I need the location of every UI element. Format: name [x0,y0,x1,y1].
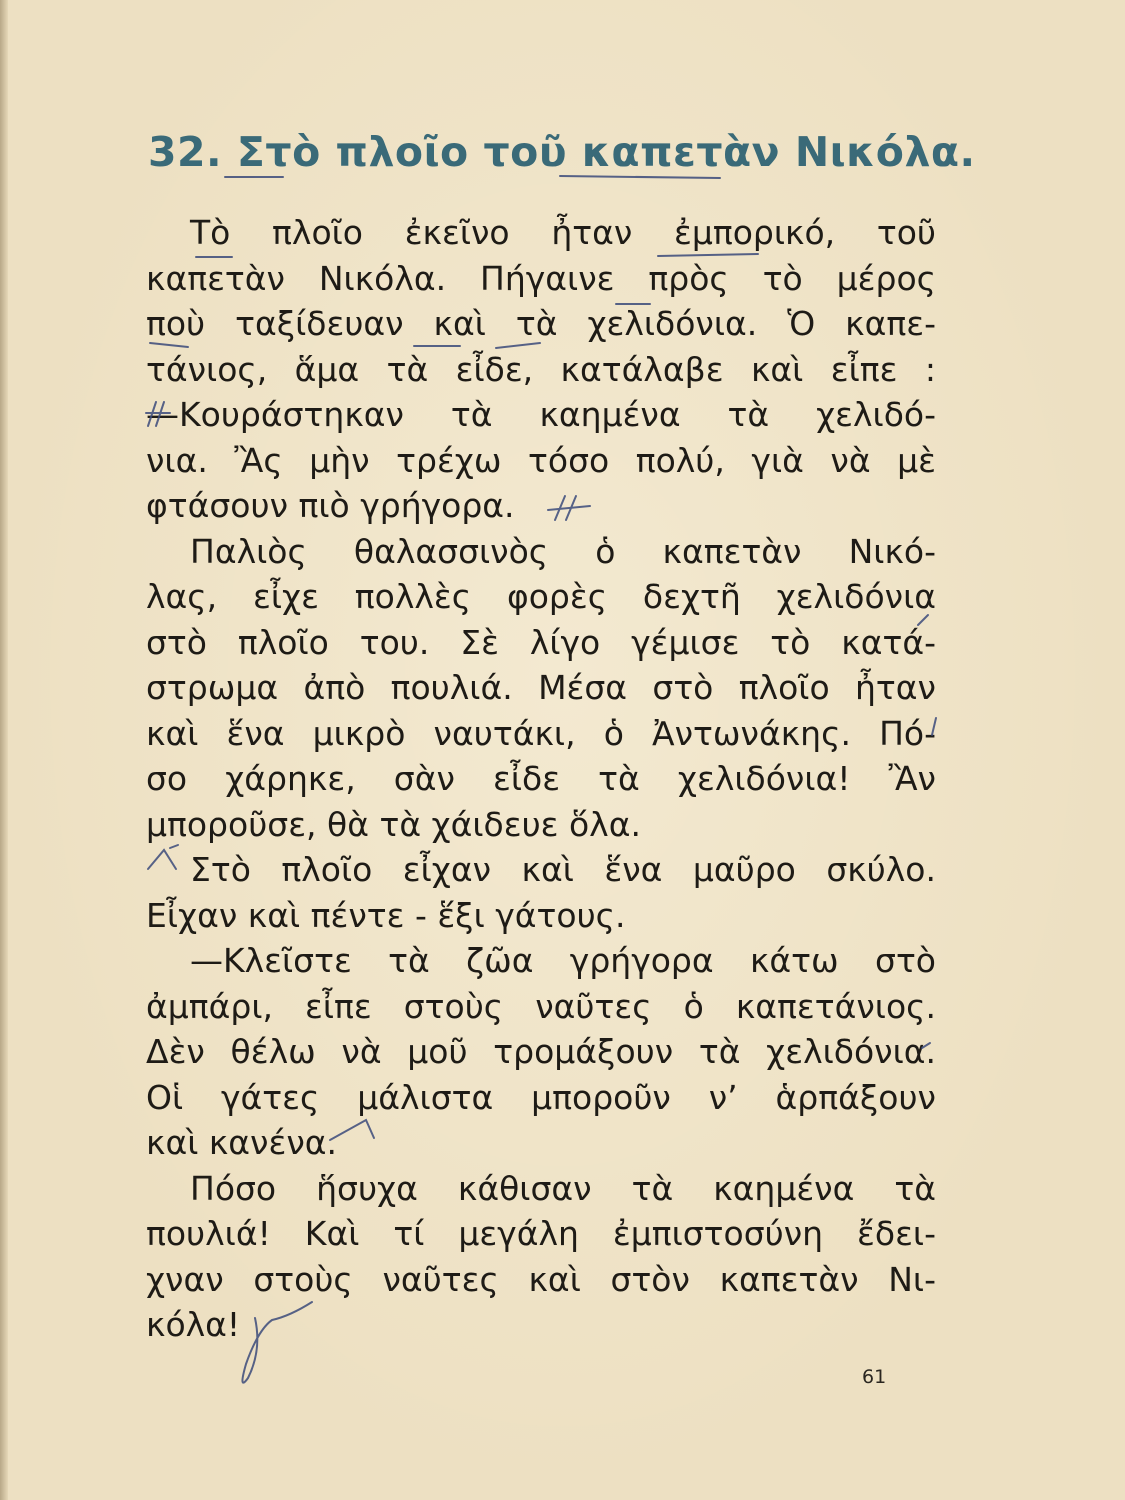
text-line: καπετὰν Νικόλα. Πήγαινε πρὸς τὸ μέρος [146,258,936,298]
text-line: κόλα! [146,1305,241,1344]
text-line: μποροῦσε, θὰ τὰ χάιδευε ὅλα. [146,804,641,844]
text-line: χναν στοὺς ναῦτες καὶ στὸν καπετὰν Νι- [146,1259,936,1299]
text-line: νια. Ἂς μὴν τρέχω τόσο πολύ, γιὰ νὰ μὲ [146,440,936,480]
text-line: Τὸ πλοῖο ἐκεῖνο ἦταν ἐμπορικό, τοῦ [190,213,936,252]
text-line: Παλιὸς θαλασσινὸς ὁ καπετὰν Νικό- [190,531,936,571]
body-text [146,210,936,1348]
text-line: πουλιά! Καὶ τί μεγάλη ἐμπιστοσύνη ἔδει- [146,1214,936,1253]
text-line: Πόσο ἥσυχα κάθισαν τὰ καημένα τὰ [190,1168,936,1208]
text-line: λας, εἶχε πολλὲς φορὲς δεχτῆ χελιδόνια [146,577,936,616]
text-line: Οἱ γάτες μάλιστα μποροῦν ν’ ἁρπάξουν [146,1077,936,1117]
page-number: 61 [862,1366,887,1388]
page-binding-edge [0,0,8,1500]
text-line: Εἶχαν καὶ πέντε - ἕξι γάτους. [146,895,626,935]
text-line: τάνιος, ἅμα τὰ εἶδε, κατάλαβε καὶ εἶπε : [146,349,936,389]
text-line: Στὸ πλοῖο εἶχαν καὶ ἕνα μαῦρο σκύλο. [190,850,936,889]
text-line: στὸ πλοῖο του. Σὲ λίγο γέμισε τὸ κατά- [146,622,936,662]
text-line: καὶ ἕνα μικρὸ ναυτάκι, ὁ Ἀντωνάκης. Πό- [146,713,936,753]
text-line: ποὺ ταξίδευαν καὶ τὰ χελιδόνια. Ὁ καπε- [146,304,936,343]
text-line: —Κλεῖστε τὰ ζῶα γρήγορα κάτω στὸ [190,941,936,980]
text-line: σο χάρηκε, σὰν εἶδε τὰ χελιδόνια! Ἂν [146,759,936,798]
text-line: Δὲν θέλω νὰ μοῦ τρομάξουν τὰ χελιδόνια. [146,1032,936,1071]
chapter-title: 32. Στὸ πλοῖο τοῦ καπετὰν Νικόλα. [148,128,976,176]
text-line: ἀμπάρι, εἶπε στοὺς ναῦτες ὁ καπετάνιος. [146,986,936,1026]
text-line: φτάσουν πιὸ γρήγορα. [146,486,515,525]
text-line: καὶ κανένα. [146,1123,338,1162]
text-line: —Κουράστηκαν τὰ καημένα τὰ χελιδό- [146,395,936,434]
text-line: στρωμα ἀπὸ πουλιά. Μέσα στὸ πλοῖο ἦταν [146,668,936,707]
